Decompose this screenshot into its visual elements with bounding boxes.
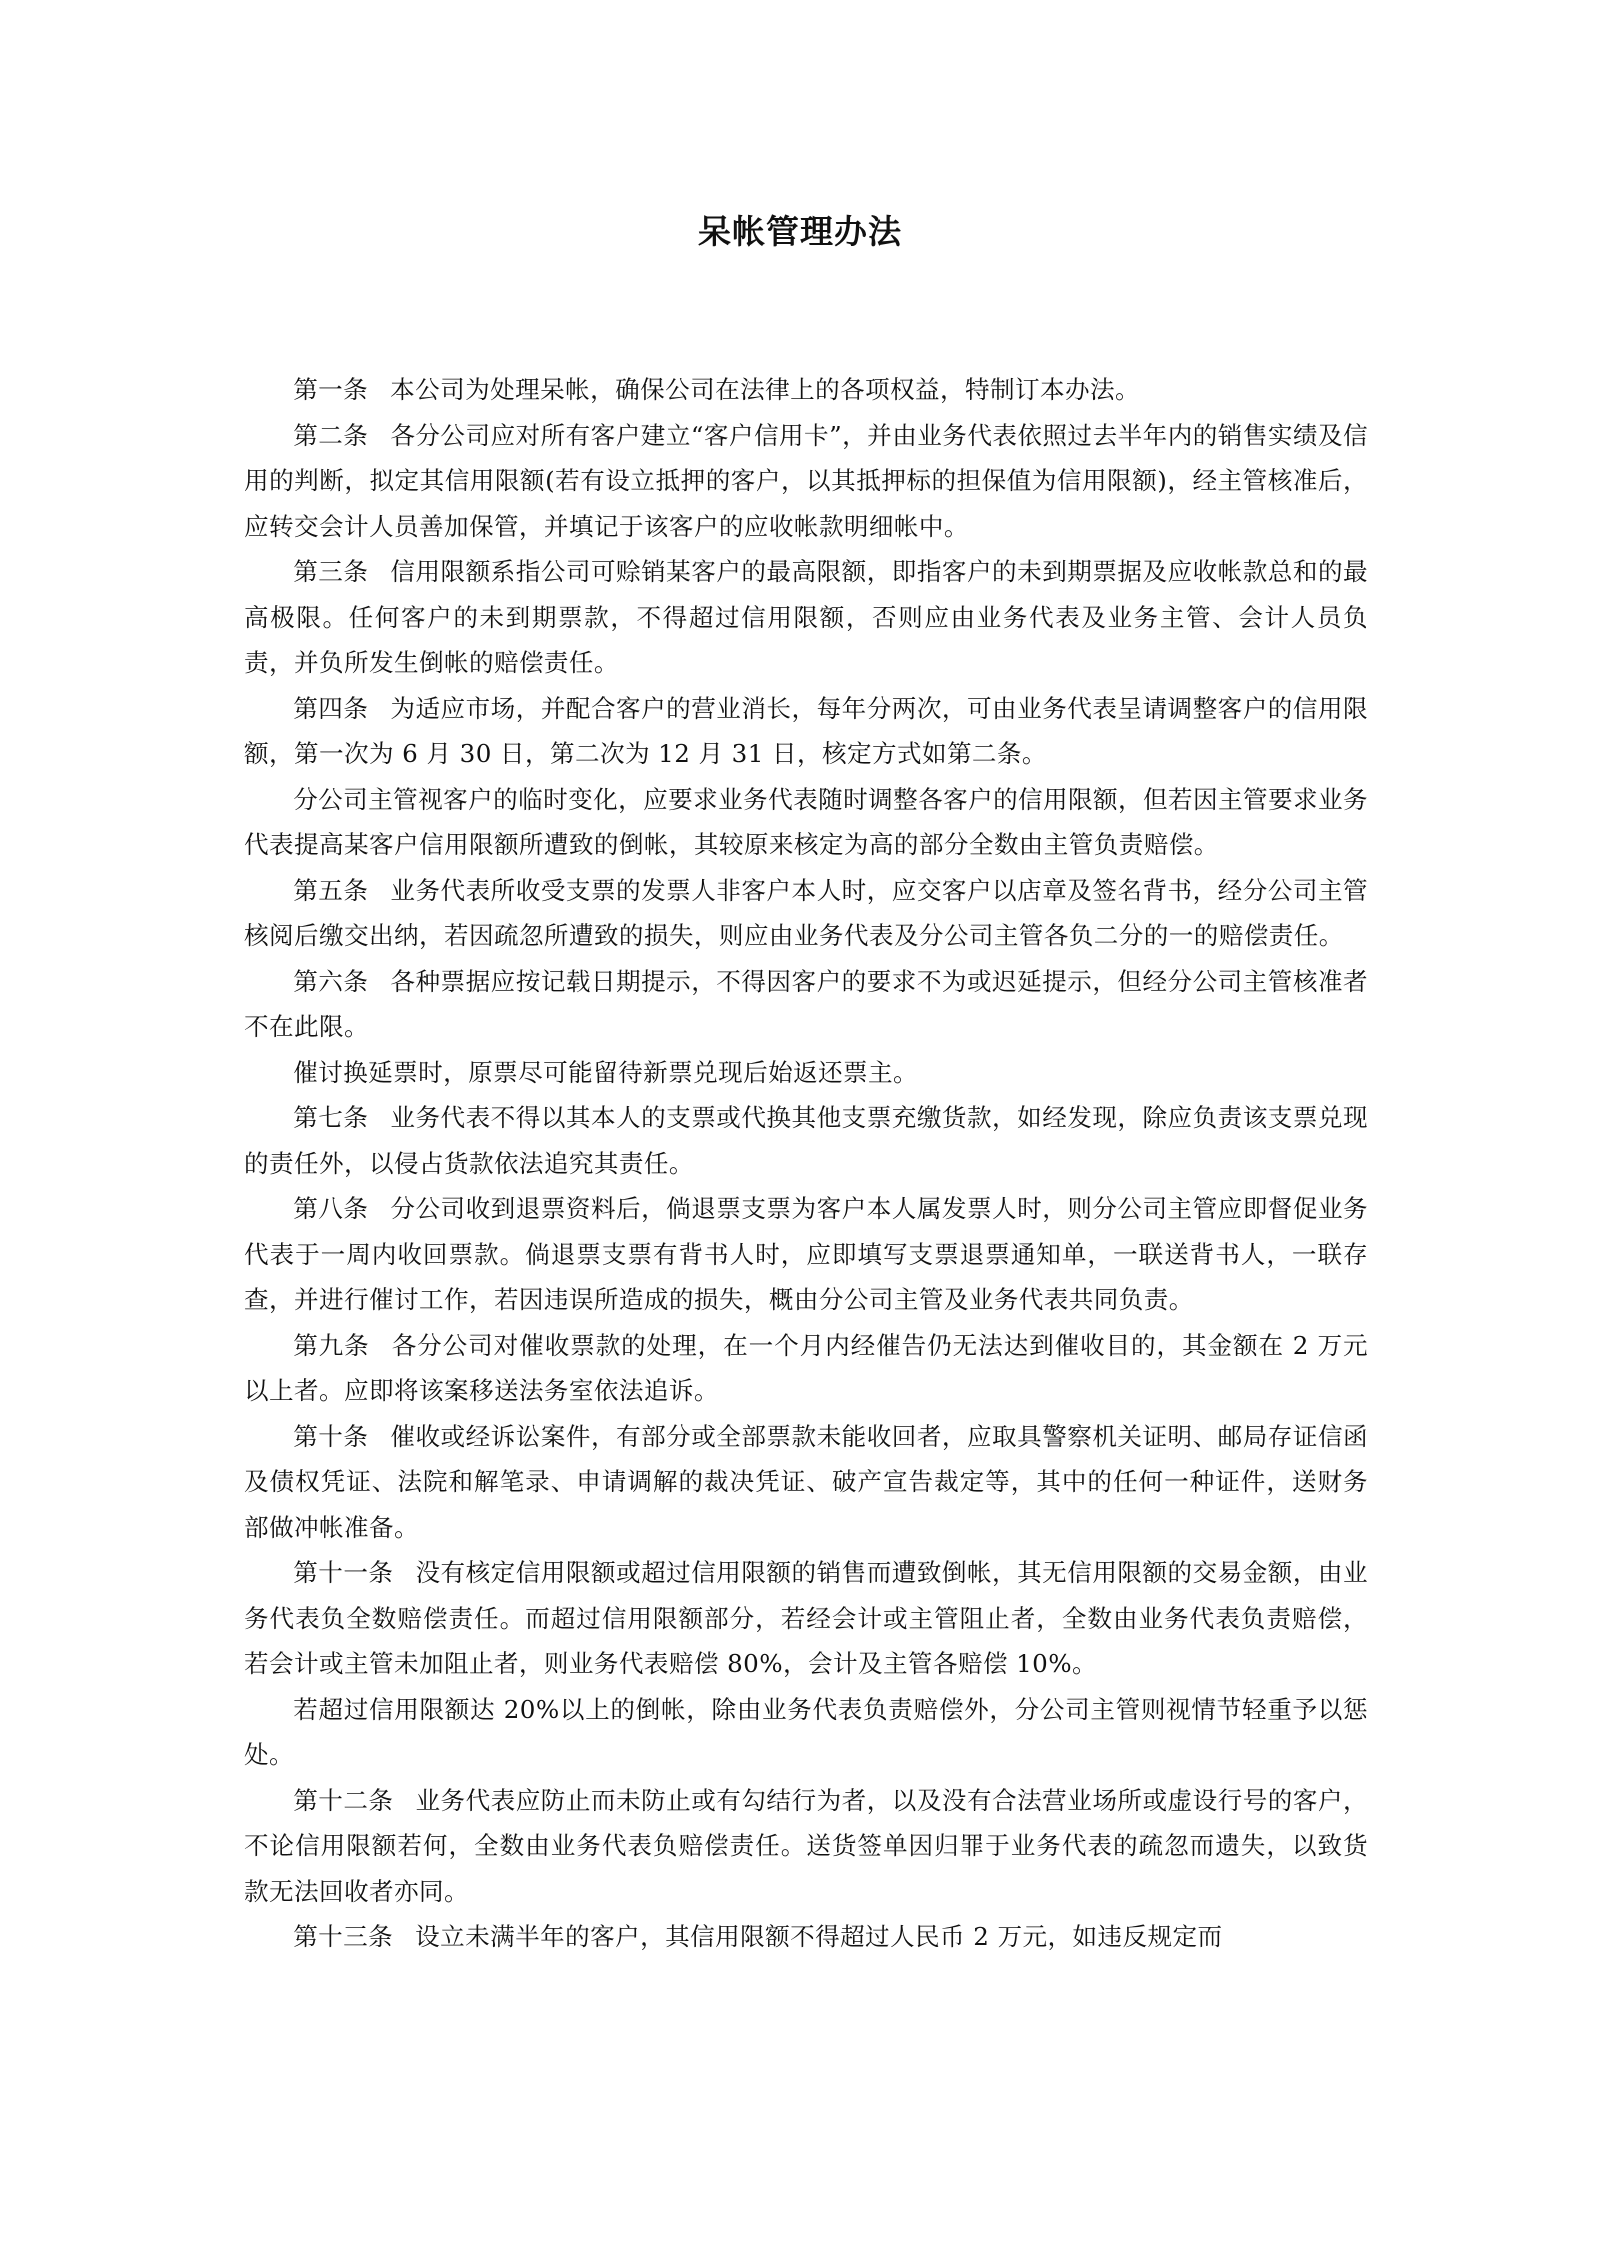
paragraph-text: 信用限额系指公司可赊销某客户的最高限额，即指客户的未到期票据及应收帐款总和的最高极限。任何客户的未到期票款，不得超过信用限额，否则应由业务代表及业务主管、会计人员负责，并负所发生倒帐的赔偿责任。	[244, 557, 1369, 677]
paragraph-text: 各分公司对催收票款的处理，在一个月内经催告仍无法达到催收目的，其金额在 2 万元以上者。应即将该案移送法务室依法追诉。	[244, 1330, 1368, 1405]
paragraph-text: 设立未满半年的客户，其信用限额不得超过人民币 2 万元，如违反规定而	[415, 1922, 1223, 1951]
article-number: 第五条	[293, 875, 369, 905]
document-paragraph	[244, 549, 1368, 686]
article-number: 第十二条	[293, 1785, 394, 1815]
article-number: 第十条	[293, 1421, 369, 1451]
paragraph-text: 没有核定信用限额或超过信用限额的销售而遭致倒帐，其无信用限额的交易金额，由业务代表负全数赔偿责任。而超过信用限额部分，若经会计或主管阻止者，全数由业务代表负责赔偿，若会计或主管未加阻止者，则业务代表赔偿 80%，会计及主管各赔偿 10%。	[244, 1558, 1368, 1678]
document-paragraph	[244, 1186, 1368, 1323]
paragraph-text: 各分公司应对所有客户建立“客户信用卡”，并由业务代表依照过去半年内的销售实绩及信用的判断，拟定其信用限额(若有设立抵押的客户，以其抵押标的担保值为信用限额)，经主管核准后，应转交会计人员善加保管，并填记于该客户的应收帐款明细帐中。	[244, 420, 1368, 541]
article-number: 第三条	[293, 557, 369, 586]
document-paragraph	[244, 1914, 1368, 1960]
document-paragraph	[244, 1095, 1368, 1186]
paragraph-text: 业务代表不得以其本人的支票或代换其他支票充缴货款，如经发现，除应负责该支票兑现的责任外，以侵占货款依法追究其责任。	[244, 1103, 1369, 1178]
paragraph-text: 分公司收到退票资料后，倘退票支票为客户本人属发票人时，则分公司主管应即督促业务代表于一周内收回票款。倘退票支票有背书人时，应即填写支票退票通知单，一联送背书人，一联存查，并进行催讨工作，若因违误所造成的损失，概由分公司主管及业务代表共同负责。	[244, 1194, 1369, 1314]
paragraph-text: 为适应市场，并配合客户的营业消长，每年分两次，可由业务代表呈请调整客户的信用限额，第一次为 6 月 30 日，第二次为 12 月 31 日，核定方式如第二条。	[244, 693, 1369, 768]
document-paragraph	[244, 686, 1368, 777]
paragraph-text: 分公司主管视客户的临时变化，应要求业务代表随时调整各客户的信用限额，但若因主管要求业务代表提高某客户信用限额所遭致的倒帐，其较原来核定为高的部分全数由主管负责赔偿。	[244, 784, 1368, 859]
article-number: 第二条	[293, 420, 369, 450]
paragraph-text: 业务代表所收受支票的发票人非客户本人时，应交客户以店章及签名背书，经分公司主管核阅后缴交出纳，若因疏忽所遭致的损失，则应由业务代表及分公司主管各负二分的一的赔偿责任。	[244, 875, 1369, 950]
article-number: 第十三条	[293, 1922, 394, 1951]
paragraph-text: 若超过信用限额达 20%以上的倒帐，除由业务代表负责赔偿外，分公司主管则视情节轻重予以惩处。	[244, 1694, 1368, 1769]
document-paragraph	[244, 367, 1368, 413]
document-paragraph	[244, 1687, 1368, 1778]
document-body	[244, 367, 1368, 1960]
paragraph-text: 本公司为处理呆帐，确保公司在法律上的各项权益，特制订本办法。	[390, 375, 1140, 404]
document-paragraph	[244, 959, 1368, 1050]
paragraph-text: 催讨换延票时，原票尽可能留待新票兑现后始返还票主。	[293, 1057, 919, 1087]
document-paragraph	[244, 1778, 1368, 1915]
document-paragraph	[244, 1550, 1368, 1687]
paragraph-text: 业务代表应防止而未防止或有勾结行为者，以及没有合法营业场所或虚设行号的客户，不论信用限额若何，全数由业务代表负赔偿责任。送货签单因归罪于业务代表的疏忽而遗失，以致货款无法回收者亦同。	[244, 1785, 1368, 1906]
document-paragraph	[244, 1323, 1368, 1414]
document-paragraph	[244, 413, 1368, 550]
paragraph-text: 催收或经诉讼案件，有部分或全部票款未能收回者，应取具警察机关证明、邮局存证信函及债权凭证、法院和解笔录、申请调解的裁决凭证、破产宣告裁定等，其中的任何一种证件，送财务部做冲帐准备。	[244, 1421, 1369, 1542]
document-paragraph	[244, 1050, 1368, 1096]
document-paragraph	[244, 868, 1368, 959]
paragraph-text: 各种票据应按记载日期提示，不得因客户的要求不为或迟延提示，但经分公司主管核准者不在此限。	[244, 966, 1369, 1041]
article-number: 第四条	[293, 693, 369, 723]
article-number: 第九条	[293, 1330, 370, 1360]
article-number: 第十一条	[293, 1558, 394, 1587]
article-number: 第七条	[293, 1103, 369, 1132]
article-number: 第一条	[293, 375, 369, 404]
document-paragraph	[244, 777, 1368, 868]
article-number: 第八条	[293, 1194, 369, 1223]
article-number: 第六条	[293, 966, 369, 996]
document-paragraph	[244, 1414, 1368, 1551]
document-title: 呆帐管理办法	[698, 212, 902, 251]
